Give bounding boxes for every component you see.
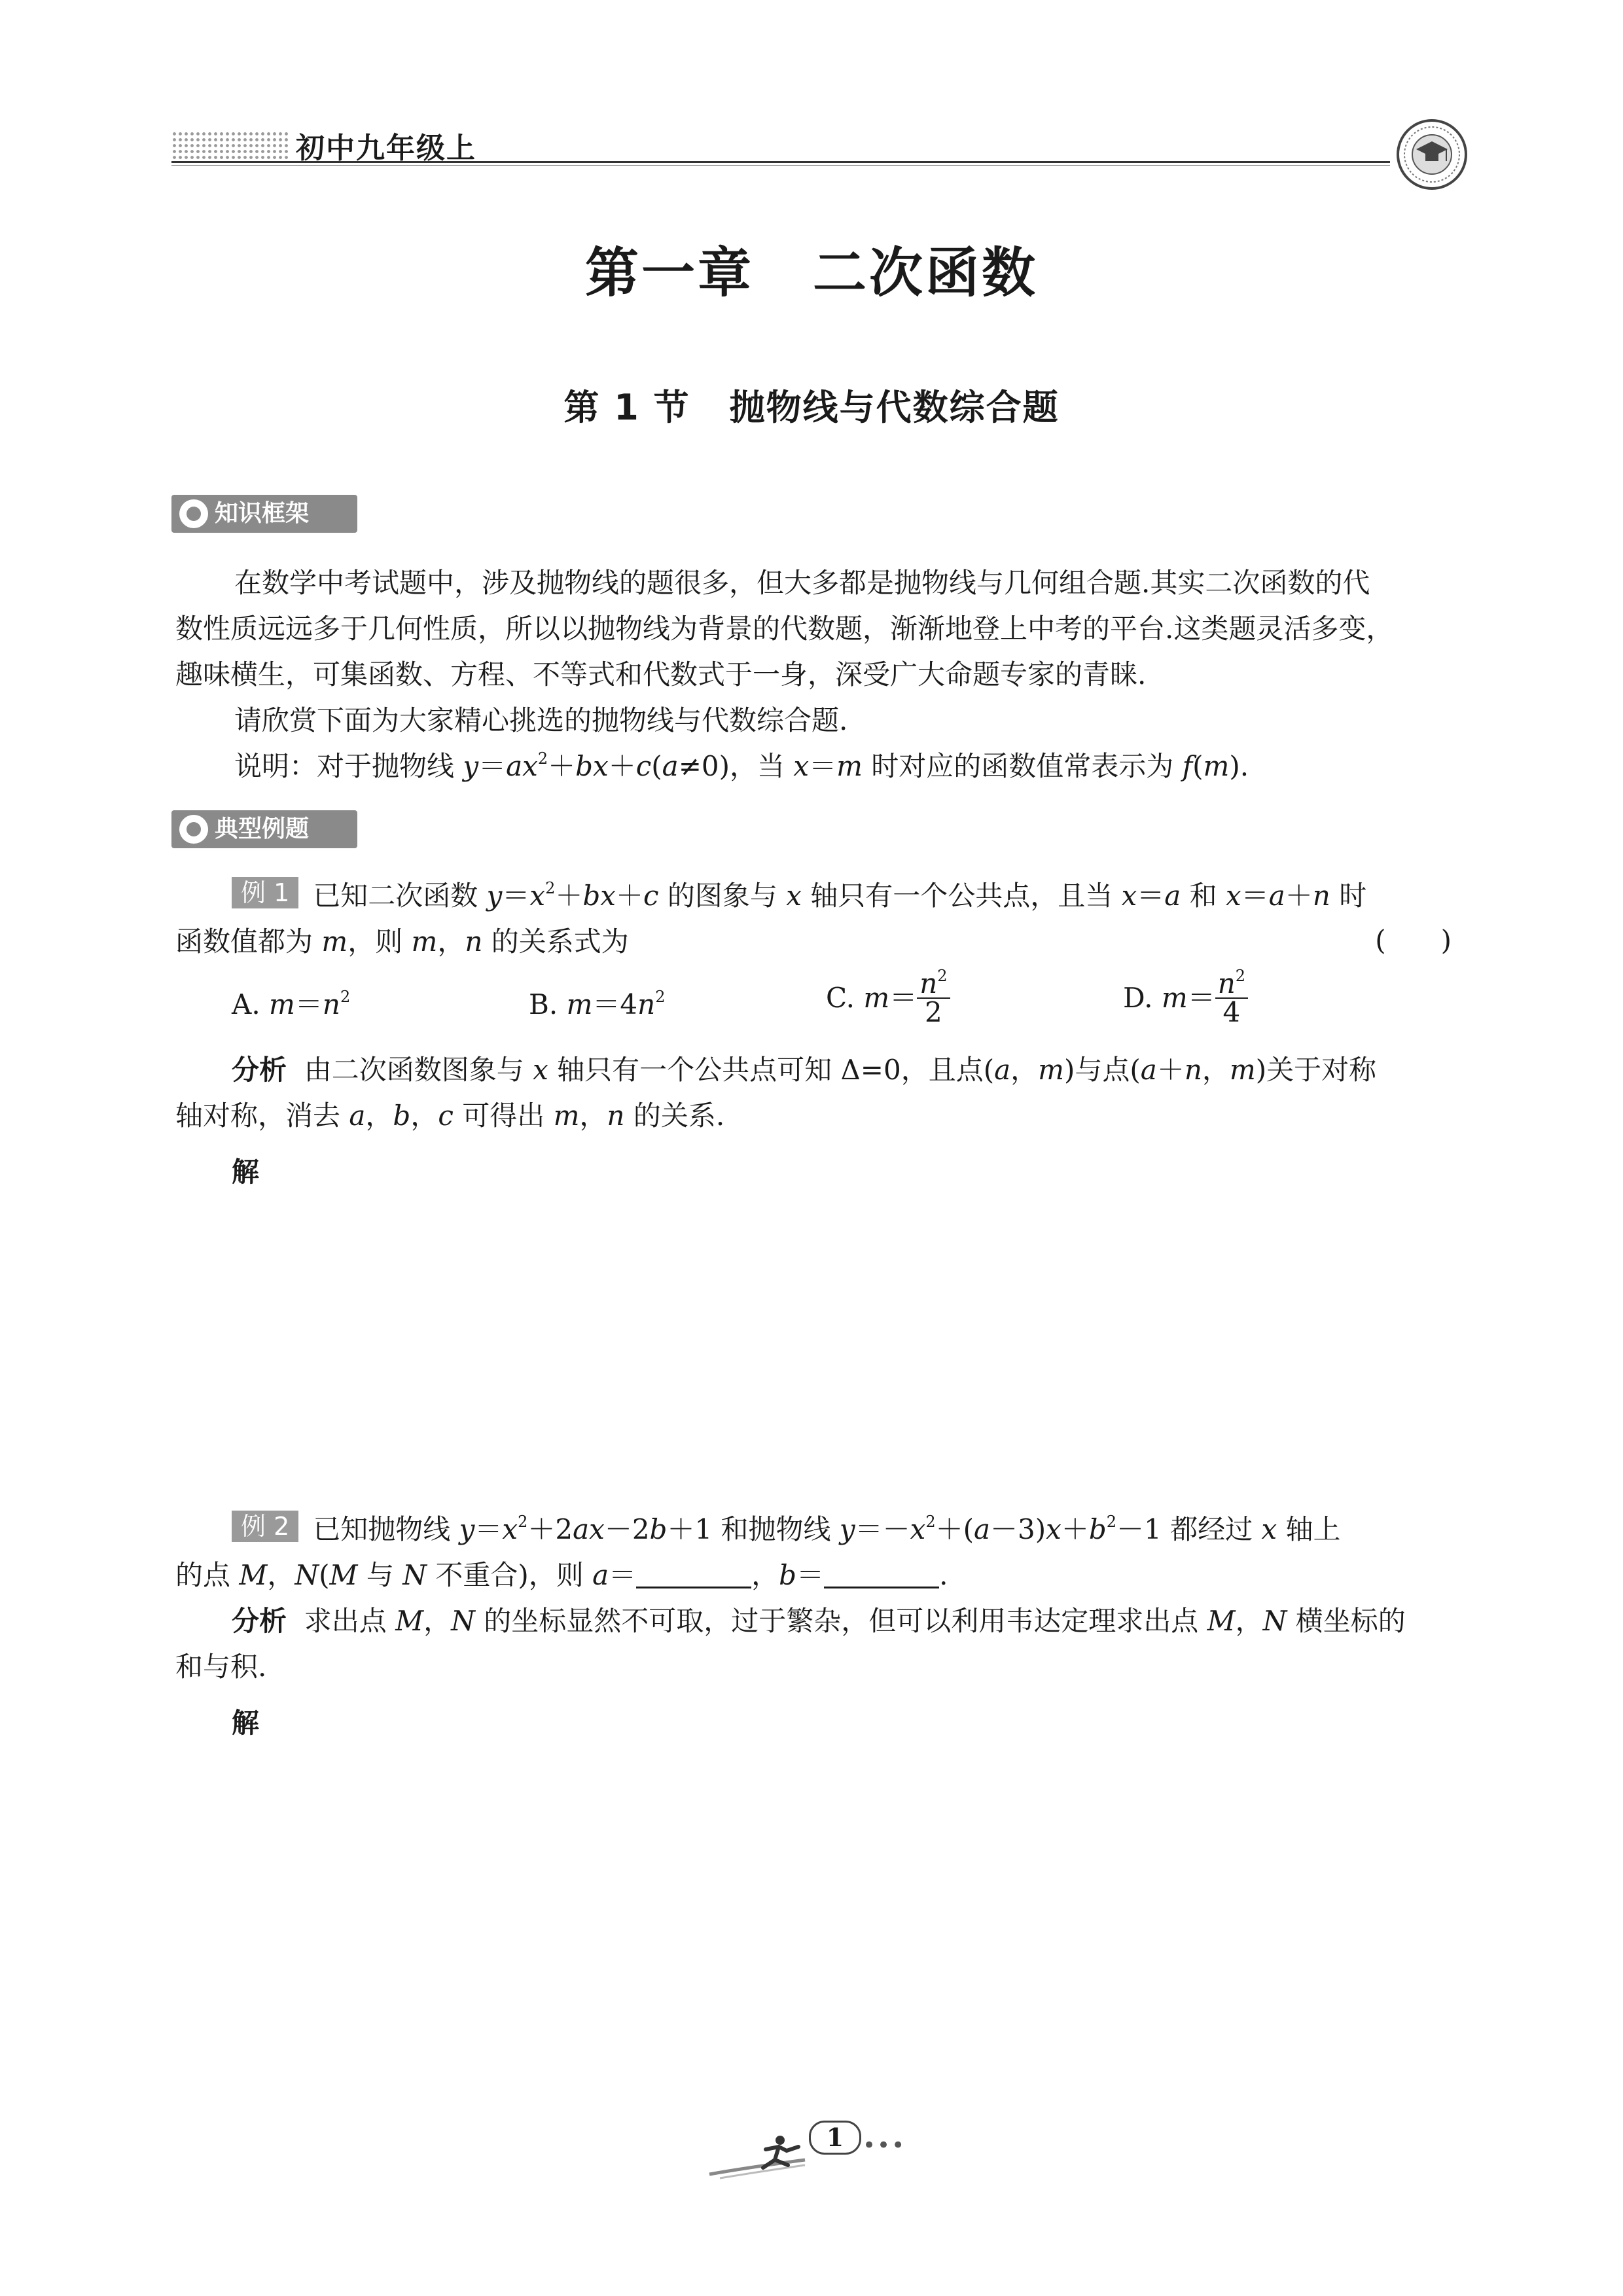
example2-text: 和抛物线 [712, 1513, 840, 1545]
fraction: $\frac{n^2}{4}$ [1215, 970, 1248, 1026]
chapter-title [0, 230, 1623, 307]
example2-stem-line1: 例 2 已知抛物线 $y=x^2+2ax-2b+1$ 和抛物线 $y=-x^2+(a-3)x+b^2-1$ 都经过 x 轴上 [232, 1507, 1341, 1552]
example2-solution-label: 解 [232, 1707, 260, 1739]
framework-tag [171, 495, 357, 533]
framework-tag-label: 知识框架 [215, 500, 310, 527]
analysis-text: 的坐标显然不可取，过于繁杂，但可以利用韦达定理求出点 [474, 1605, 1207, 1637]
example1-text: 已知二次函数 [313, 880, 487, 912]
example2-text: 与 [357, 1559, 403, 1591]
examples-tag-icon [179, 815, 208, 844]
analysis-text: 求出点 [304, 1605, 396, 1637]
option-letter: A. [232, 988, 260, 1020]
analysis-text: 由二次函数图象与 [304, 1054, 533, 1086]
example2-text: ， [751, 1559, 779, 1591]
header-rule [171, 161, 1390, 163]
chapter-label: 第一章 [584, 242, 754, 304]
note-text: . [1240, 750, 1249, 782]
example1-text: 轴只有一个公共点，且当 [801, 880, 1122, 912]
section-title [0, 380, 1623, 430]
example2-stem-line2: 的点 M，N(M 与 N 不重合)，则 a＝ ，b＝ . [175, 1559, 948, 1591]
analysis-label: 分析 [232, 1054, 287, 1086]
answer-parentheses: ( ) [1375, 924, 1452, 956]
analysis-text: )与点( [1064, 1054, 1141, 1086]
framework-paragraph-line: 趣味横生，可集函数、方程、不等式和代数式于一身，深受广大命题专家的青睐. [175, 658, 1147, 691]
option-letter: C. [826, 982, 855, 1014]
chapter-name: 二次函数 [813, 242, 1039, 304]
example1-text: 函数值都为 [175, 925, 322, 958]
framework-note: 说明：对于抛物线 $y=ax^2+bx+c(a\ne 0)$，当 x＝m 时对应的函数值常表示为 f(m). [234, 749, 1249, 782]
framework-paragraph-line: 在数学中考试题中，涉及抛物线的题很多，但大多都是抛物线与几何组合题.其实二次函数的代 [234, 567, 1370, 599]
section-name: 抛物线与代数综合题 [729, 387, 1060, 428]
example1-option-d[interactable]: D. m＝ $\frac{n^2}{4}$ [1123, 970, 1248, 1026]
answer-blank-a[interactable] [636, 1560, 751, 1588]
example1-text: 时 [1330, 880, 1367, 912]
analysis-text: )关于对称 [1255, 1054, 1377, 1086]
note-text: ，当 [730, 750, 794, 782]
analysis-label: 分析 [232, 1605, 287, 1637]
example1-stem-line2: 函数值都为 m，则 m，n 的关系式为 [175, 925, 629, 958]
example2-text: 已知抛物线 [313, 1513, 459, 1545]
example2-analysis-line2: 和与积. [175, 1651, 267, 1683]
analysis-text: 可得出 [453, 1100, 554, 1132]
analysis-text: 的关系. [624, 1100, 725, 1132]
example1-label: 例 1 [232, 877, 298, 908]
framework-tag-icon [179, 499, 208, 528]
example2-text: ( [319, 1559, 330, 1591]
footer-dots: ••• [863, 2132, 906, 2159]
example1-option-c[interactable]: C. m＝ $\frac{n^2}{2}$ [826, 970, 950, 1026]
section-label: 第 1 节 [563, 387, 690, 428]
option-letter: B. [529, 988, 558, 1020]
analysis-text: 横坐标的 [1287, 1605, 1406, 1637]
running-header-title: 初中九年级上 [296, 132, 476, 165]
note-text: 时对应的函数值常表示为 [862, 750, 1183, 782]
analysis-text: 轴对称，消去 [175, 1100, 349, 1132]
example1-text: ，则 [348, 925, 412, 958]
note-text: 说明：对于抛物线 [234, 750, 463, 782]
example1-text: 和 [1181, 880, 1226, 912]
header-rule-thin [171, 165, 1390, 166]
example1-text: 的关系式为 [482, 925, 629, 958]
framework-paragraph-2: 请欣赏下面为大家精心挑选的抛物线与代数综合题. [234, 704, 848, 736]
header-dot-pattern [171, 131, 289, 162]
example2-text: 不重合)，则 [427, 1559, 593, 1591]
example1-analysis-line1: 分析 由二次函数图象与 x 轴只有一个公共点可知 Δ=0，且点(a，m)与点(a＋n，m)关于对称 [232, 1054, 1377, 1086]
examples-tag-label: 典型例题 [215, 816, 310, 842]
school-seal-icon [1395, 118, 1469, 191]
example2-text: . [939, 1559, 948, 1591]
examples-tag [171, 810, 357, 848]
page-number: 1 [809, 2121, 861, 2155]
example2-text: 都经过 [1161, 1513, 1262, 1545]
example1-option-b[interactable]: B. $m=4n^2$ [529, 988, 666, 1020]
option-letter: D. [1123, 982, 1153, 1014]
example1-stem-line1: 例 1 已知二次函数 $y=x^2+bx+c$ 的图象与 x 轴只有一个公共点，且当 x＝a 和 x＝a＋n 时 [232, 873, 1366, 919]
fraction: $\frac{n^2}{2}$ [917, 970, 950, 1026]
example2-label: 例 2 [232, 1511, 298, 1542]
example2-text: 的点 [175, 1559, 240, 1591]
example1-analysis-line2: 轴对称，消去 a，b，c 可得出 m，n 的关系. [175, 1100, 725, 1132]
example1-text: 的图象与 [658, 880, 787, 912]
example1-option-a[interactable]: A. $m=n^2$ [232, 988, 351, 1020]
example1-solution-label: 解 [232, 1156, 260, 1188]
answer-blank-b[interactable] [824, 1560, 939, 1588]
example2-analysis-line1: 分析 求出点 M，N 的坐标显然不可取，过于繁杂，但可以利用韦达定理求出点 M，N 横坐标的 [232, 1605, 1406, 1637]
example2-text: 轴上 [1277, 1513, 1341, 1545]
analysis-text: 轴只有一个公共点可知 Δ=0，且点( [548, 1054, 995, 1086]
framework-paragraph-line: 数性质远远多于几何性质，所以以抛物线为背景的代数题，渐渐地登上中考的平台.这类题灵活多变， [175, 613, 1394, 645]
